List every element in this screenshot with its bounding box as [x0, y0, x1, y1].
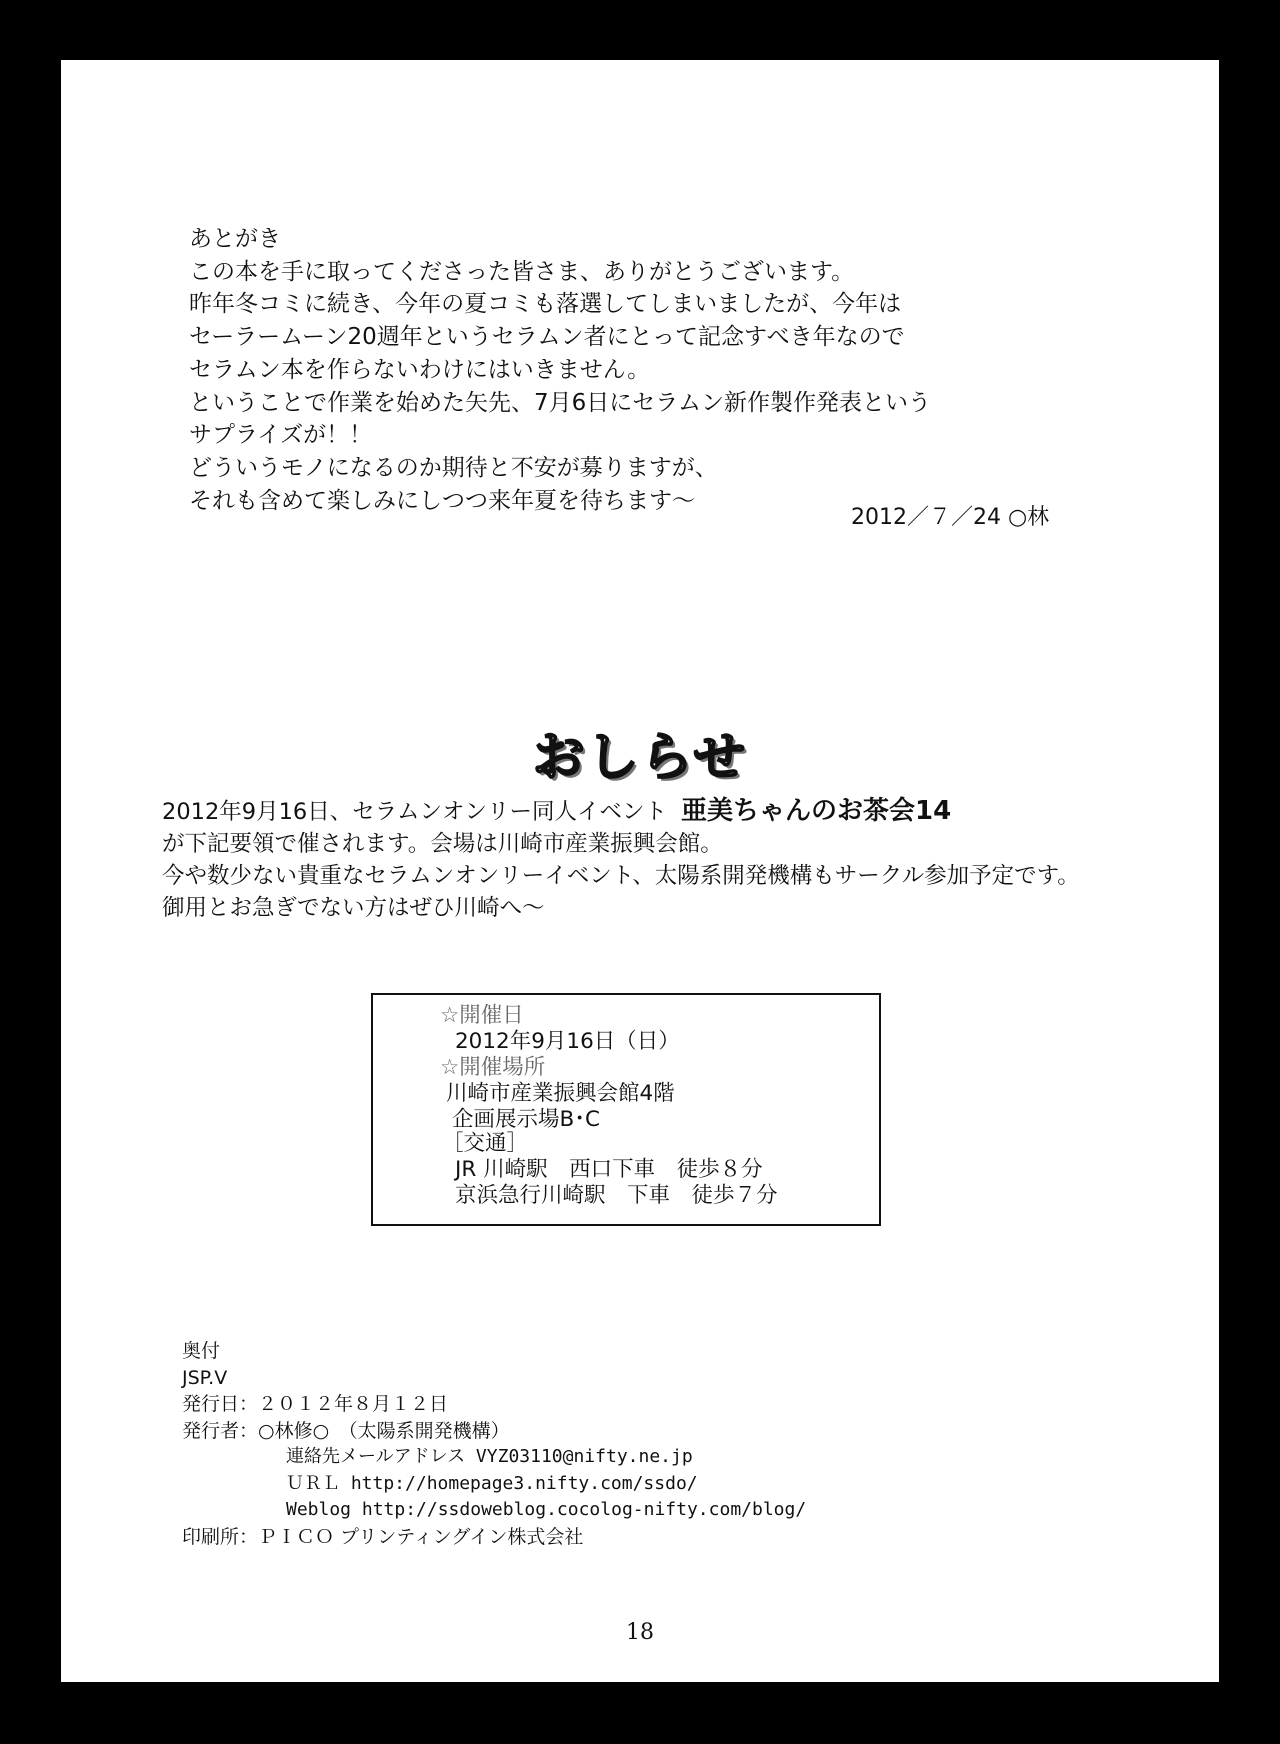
afterword-line: どういうモノになるのか期待と不安が募りますが、	[189, 454, 718, 481]
afterword-line: サプライズが！！	[189, 422, 373, 449]
afterword-line: それも含めて楽しみにしつつ来年夏を待ちます～	[189, 487, 695, 514]
weblog-url: Weblog http://ssdoweblog.cocolog-nifty.com/blog/	[286, 1499, 807, 1520]
afterword-line: この本を手に取ってくださった皆さま、ありがとうございます。	[189, 258, 855, 285]
page	[61, 60, 1219, 1682]
publisher: 発行者：○林修○ （太陽系開発機構）	[182, 1419, 510, 1442]
website-url: ＵＲＬ http://homepage3.nifty.com/ssdo/	[286, 1472, 698, 1494]
notice-line: が下記要領で催されます。会場は川崎市産業振興会館。	[162, 831, 723, 857]
afterword-heading: あとがき	[189, 226, 281, 252]
notice-line	[162, 795, 1080, 828]
colophon-title: JSP.V	[182, 1366, 228, 1389]
notice-line: 御用とお急ぎでない方はぜひ川崎へ～	[162, 895, 545, 921]
date-heading: ☆開催日	[440, 1003, 524, 1028]
event-date: 2012年9月16日（日）	[455, 1029, 680, 1054]
notice-line-text: 2012年9月16日、セラムンオンリー同人イベント	[162, 799, 667, 825]
transport-line: JR 川崎駅 西口下車 徒歩８分	[455, 1157, 763, 1182]
page-number: 18	[626, 1620, 654, 1645]
afterword-line: ということで作業を始めた矢先、7月6日にセラムン新作製作発表という	[189, 389, 932, 416]
venue-line: 川崎市産業振興会館4階	[446, 1081, 675, 1106]
colophon-heading: 奥付	[182, 1340, 221, 1362]
venue-heading: ☆開催場所	[440, 1055, 546, 1080]
transport-line: 京浜急行川崎駅 下車 徒歩７分	[455, 1183, 778, 1208]
notice-line: 今や数少ない貴重なセラムンオンリーイベント、太陽系開発機構もサークル参加予定です。	[162, 863, 1080, 889]
printer: 印刷所：ＰＩＣＯ プリンティングイン株式会社	[182, 1525, 584, 1548]
notice-body	[162, 795, 1080, 924]
afterword-line: セーラームーン20週年というセラムン者にとって記念すべき年なので	[189, 324, 905, 351]
notice-title: おしらせ	[532, 728, 748, 788]
contact-email: 連絡先メールアドレス VYZ03110@nifty.ne.jp	[286, 1446, 693, 1467]
colophon	[182, 1338, 806, 1550]
event-name: 亜美ちゃんのお茶会14	[680, 796, 952, 826]
transport-heading: ［交通］	[442, 1131, 529, 1156]
issue-date: 発行日：２０１２年８月１２日	[182, 1393, 449, 1415]
afterword-line: セラムン本を作らないわけにはいきません。	[189, 356, 651, 383]
afterword-section	[189, 223, 1189, 517]
event-info-box	[371, 993, 881, 1226]
afterword-signature: 2012／７／24 ○林	[851, 505, 1050, 530]
venue-line: 企画展示場B･C	[452, 1107, 601, 1132]
afterword-line: 昨年冬コミに続き、今年の夏コミも落選してしまいましたが、今年は	[189, 291, 902, 318]
